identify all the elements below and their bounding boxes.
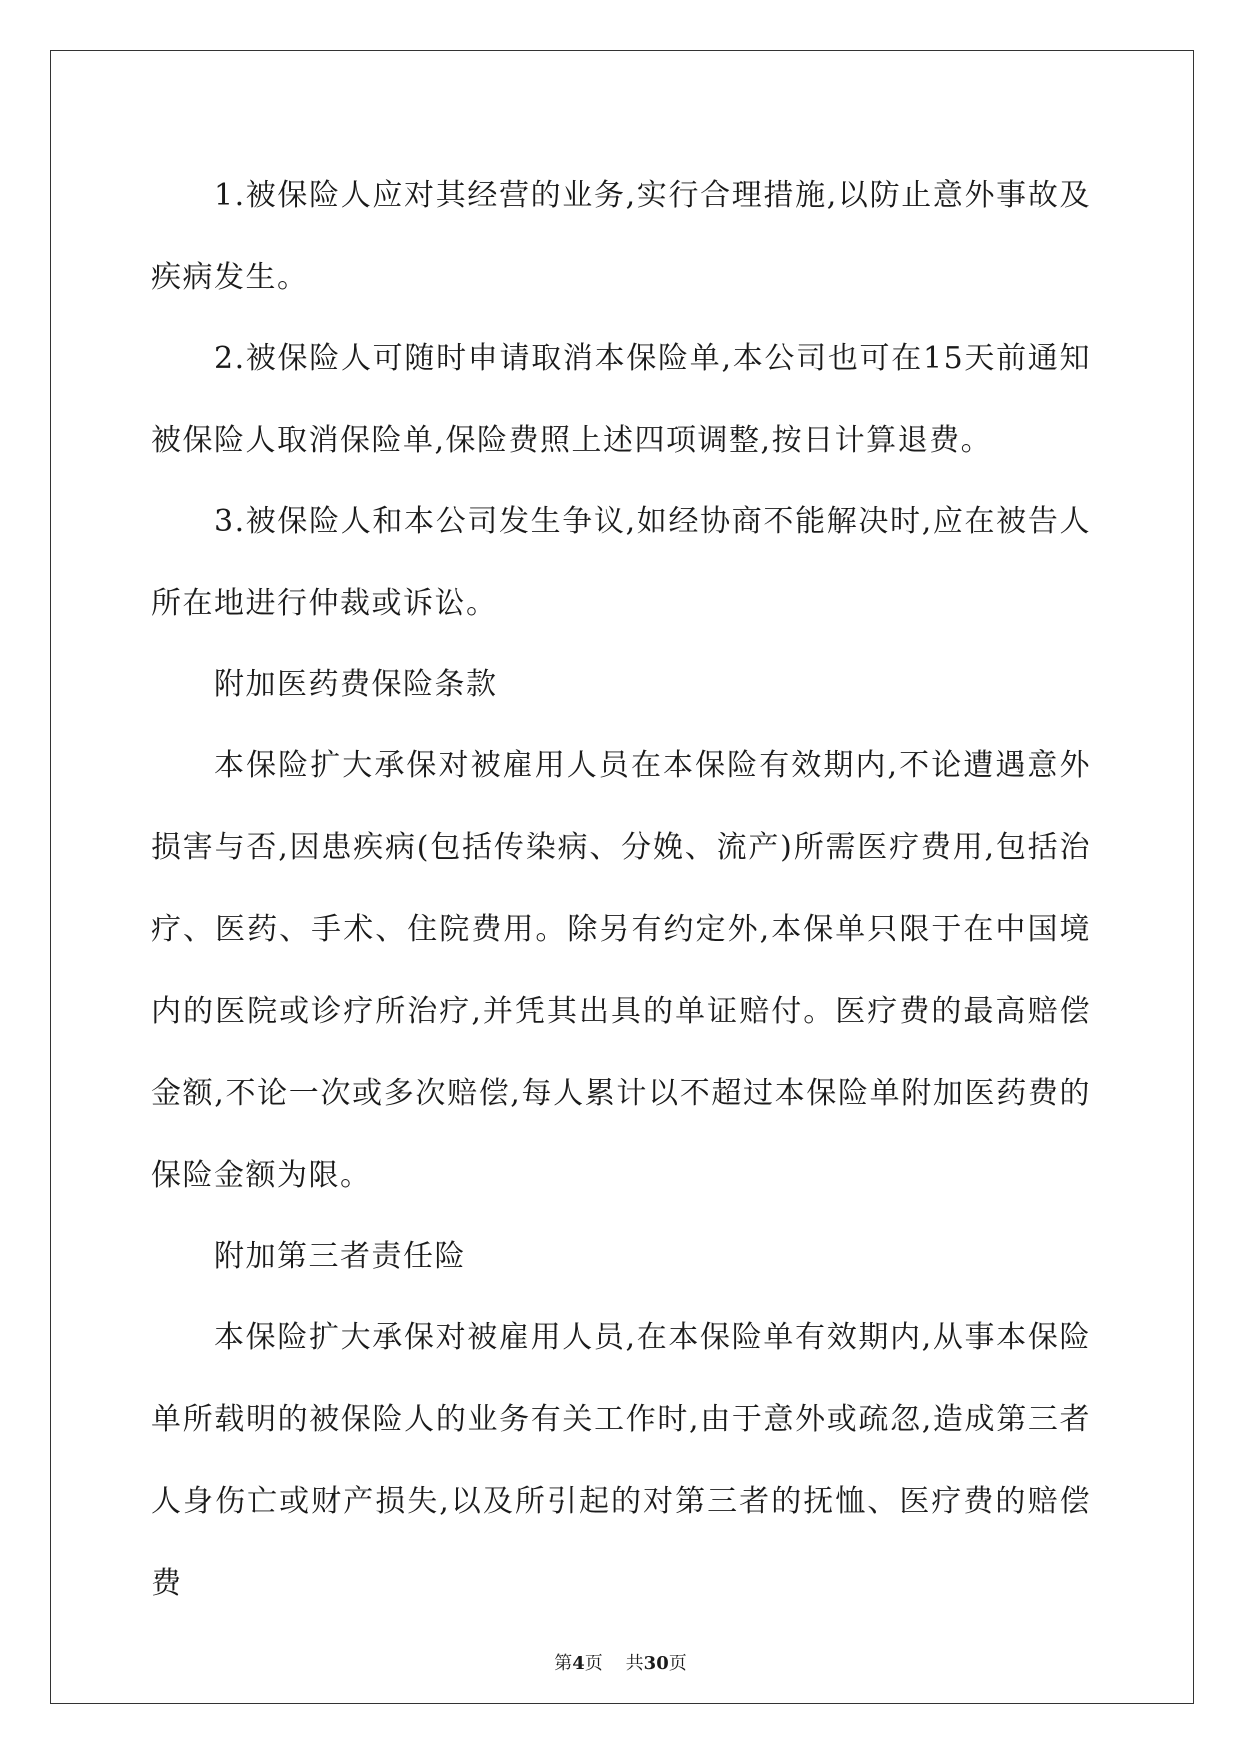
document-body xyxy=(151,155,1091,1624)
paragraph-medical-body: 本保险扩大承保对被雇用人员在本保险有效期内,不论遭遇意外损害与否,因患疾病(包括传染病、分娩、流产)所需医疗费用,包括治疗、医药、手术、住院费用。除另有约定外,本保单只限于在中国境内的医院或诊疗所治疗,并凭其出具的单证赔付。医疗费的最高赔偿金额,不论一次或多次赔偿,每人累计以不超过本保险单附加医药费的保险金额为限。 xyxy=(151,748,1091,1193)
paragraph-clause-1: 1.被保险人应对其经营的业务,实行合理措施,以防止意外事故及疾病发生。 xyxy=(151,178,1091,295)
paragraph-clause-3: 3.被保险人和本公司发生争议,如经协商不能解决时,应在被告人所在地进行仲裁或诉讼。 xyxy=(151,504,1091,621)
section-heading-medical: 附加医药费保险条款 xyxy=(214,667,498,702)
section-heading-third-party: 附加第三者责任险 xyxy=(214,1239,466,1274)
footer-total-pages: 30 xyxy=(643,1653,669,1674)
footer-page-suffix: 页 xyxy=(584,1653,603,1674)
footer-total-prefix: 共 xyxy=(625,1653,644,1674)
paragraph-clause-2: 2.被保险人可随时申请取消本保险单,本公司也可在15天前通知被保险人取消保险单,保险费照上述四项调整,按日计算退费。 xyxy=(151,341,1091,458)
footer-page-number: 4 xyxy=(572,1653,585,1674)
footer-total-suffix: 页 xyxy=(668,1653,687,1674)
page-footer xyxy=(0,1649,1241,1675)
paragraph-third-party-body: 本保险扩大承保对被雇用人员,在本保险单有效期内,从事本保险单所载明的被保险人的业务有关工作时,由于意外或疏忽,造成第三者人身伤亡或财产损失,以及所引起的对第三者的抚恤、医疗费的赔偿费 xyxy=(151,1320,1091,1601)
footer-page-prefix: 第 xyxy=(554,1653,573,1674)
